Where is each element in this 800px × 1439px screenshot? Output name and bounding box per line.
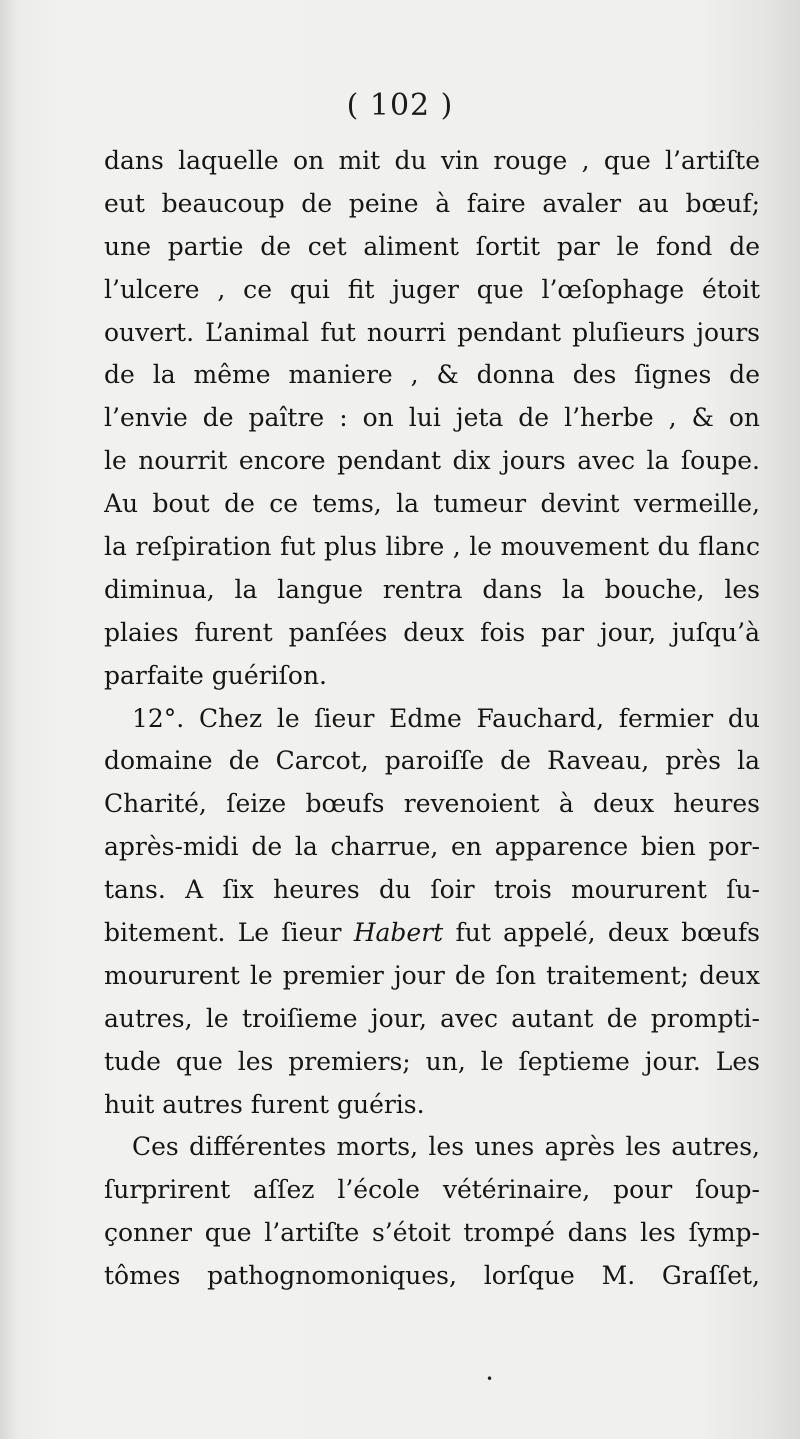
page-number: ( 102 ) — [346, 88, 454, 123]
text-line: l’envie de paître : on lui jeta de l’herbe , & on — [104, 403, 760, 433]
text-line: ouvert. L’animal fut nourri pendant pluſieurs jours — [104, 317, 760, 347]
text-line: tans. A ſix heures du ſoir trois moururent ſu- — [104, 875, 760, 905]
italic-name: Habert — [353, 918, 444, 948]
text-line: de la même maniere , & donna des ſignes de — [104, 360, 760, 390]
text-line: tômes pathognomoniques, lorſque M. Graſſet, — [104, 1261, 760, 1291]
text-line: Au bout de ce tems, la tumeur devint vermeille, — [104, 489, 760, 519]
text-line: après-midi de la charrue, en apparence bien por- — [104, 832, 760, 862]
text-line: tude que les premiers; un, le ſeptieme jour. Les — [104, 1046, 760, 1076]
paragraph-end-line: huit autres furent guéris. — [104, 1089, 425, 1119]
text-line: eut beaucoup de peine à faire avaler au bœuf; — [104, 188, 760, 218]
text-line: dans laquelle on mit du vin rouge , que l’artiſte — [104, 146, 760, 175]
text-line: domaine de Carcot, paroiſſe de Raveau, près la — [104, 746, 760, 776]
text-line: moururent le premier jour de ſon traitement; deux — [104, 960, 760, 990]
text-line: Charité, ſeize bœufs revenoient à deux heures — [104, 789, 760, 819]
text-line: l’ulcere , ce qui fit juger que l’œſophage étoit — [104, 274, 760, 304]
text-line: la reſpiration fut plus libre , le mouvement du flanc — [104, 532, 760, 562]
text-line: Ces différentes morts, les unes après les autres, — [132, 1132, 760, 1162]
text-line: autres, le troiſieme jour, avec autant de prompti- — [104, 1003, 760, 1033]
text-line: le nourrit encore pendant dix jours avec la ſoupe. — [104, 446, 760, 476]
text-line-with-italic — [104, 912, 760, 955]
text-line: diminua, la langue rentra dans la bouche, les — [104, 574, 760, 604]
text-line: une partie de cet aliment ſortit par le fond de — [104, 231, 760, 261]
text-line: çonner que l’artiſte s’étoit trompé dans les ſymp- — [104, 1218, 760, 1248]
text-line: ſurprirent aſſez l’école vétérinaire, pour ſoup- — [104, 1175, 760, 1205]
body-text — [104, 140, 760, 1298]
text-line: 12°. Chez le ſieur Edme Fauchard, fermier du — [132, 703, 760, 733]
paragraph-end-line: parfaite guériſon. — [104, 660, 327, 690]
text-line: plaies furent panſées deux fois par jour, juſqu’à — [104, 617, 760, 647]
text-segment: fut appelé, deux bœufs — [455, 918, 760, 948]
bullet-ornament: • — [486, 1372, 494, 1386]
text-segment: bitement. Le ſieur — [104, 918, 342, 948]
